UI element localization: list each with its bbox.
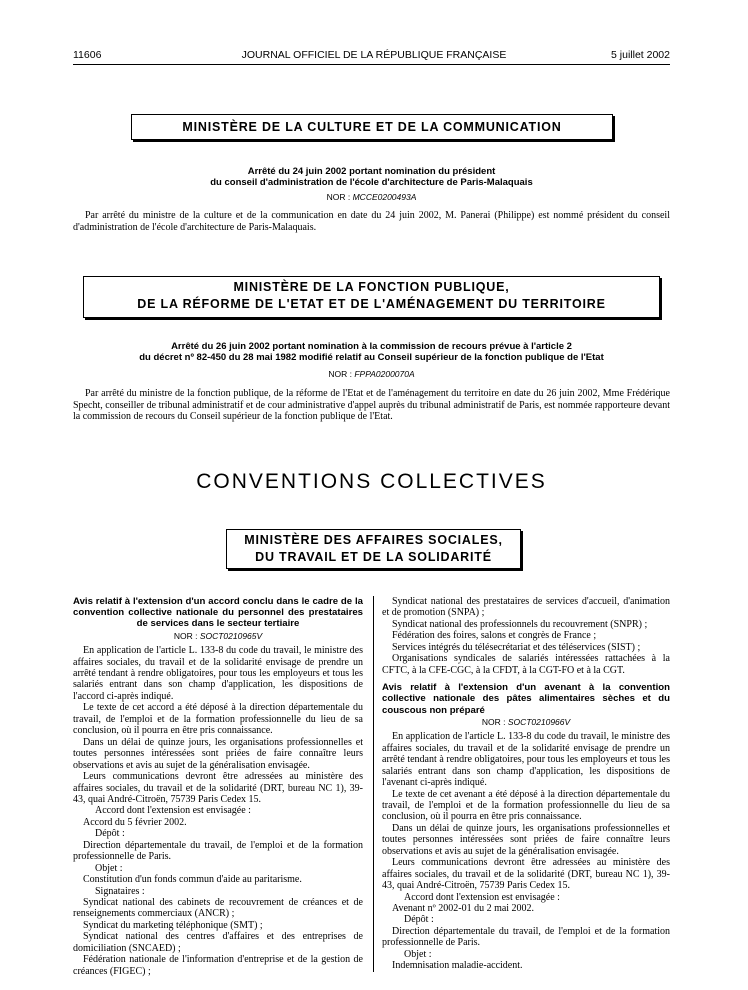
nor-tertiaire (73, 631, 363, 642)
signataire-item: Syndicat national des centres d'affaires et des entreprises de domiciliation (SNCAED) ; (73, 931, 363, 954)
nor-code: SOCT0210966V (507, 716, 571, 727)
right-column (382, 596, 670, 972)
ministry-affaires-sociales-line2: DU TRAVAIL ET DE LA SOLIDARITÉ (255, 550, 492, 564)
signataire-item: Fédération des foires, salons et congrès de France ; (392, 630, 597, 642)
arrete-culture-title-line2: du conseil d'administration de l'école d'architecture de Paris-Malaquais (210, 177, 533, 188)
avis-pates-depot-label: Dépôt : (404, 914, 434, 926)
ministry-fonction-publique-line2: DE LA RÉFORME DE L'ETAT ET DE L'AMÉNAGEMENT DU TERRITOIRE (137, 297, 606, 311)
signataire-item: Syndicat national des prestataires de services d'accueil, d'animation et de promotion (SNPA) ; (382, 596, 670, 619)
avis-pates-depot-value: Direction départementale du travail, de l'emploi et de la formation professionnelle de Paris. (382, 925, 670, 949)
avis-pates-accord-value: Avenant nº 2002-01 du 2 mai 2002. (392, 903, 535, 915)
header-rule (73, 64, 670, 65)
nor-code: SOCT0210965V (199, 630, 263, 641)
avis-tertiaire-depot-label: Dépôt : (95, 828, 125, 840)
left-column (73, 596, 363, 977)
nor-code: FPPA0200070A (354, 369, 415, 379)
column-divider (373, 596, 374, 972)
avis-tertiaire-paragraph-2: Le texte de cet accord a été déposé à la direction départementale du travail, de l'emploi et de la formation professionnelle du lieu de sa conclusion, où il pourra en être pris connaissance. (73, 702, 363, 737)
journal-title: JOURNAL OFFICIEL DE LA RÉPUBLIQUE FRANÇAISE (241, 49, 507, 61)
ministry-fonction-publique-box (83, 276, 660, 318)
nor-label: NOR : (481, 716, 506, 727)
avis-tertiaire-paragraph-3: Dans un délai de quinze jours, les organisations professionnelles et toutes personnes intéressées sont priées de faire connaître leurs observations et avis au sujet de la généralisation envisagée. (73, 736, 363, 771)
avis-pates-objet-value: Indemnisation maladie-accident. (392, 960, 523, 972)
ministry-affaires-sociales-line1: MINISTÈRE DES AFFAIRES SOCIALES, (244, 533, 503, 547)
avis-tertiaire-accord-label: Accord dont l'extension est envisagée : (95, 805, 251, 817)
avis-pates-paragraph-3: Dans un délai de quinze jours, les organisations professionnelles et toutes personnes intéressées sont priées de faire connaître leurs observations et avis au sujet de la généralisation envisagée. (382, 822, 670, 857)
avis-tertiaire-signataires-label: Signataires : (95, 885, 145, 897)
avis-tertiaire-depot-value: Direction départementale du travail, de l'emploi et de la formation professionnelle de Paris. (73, 839, 363, 863)
nor-pates (382, 717, 670, 728)
avis-tertiaire-objet-value: Constitution d'un fonds commun d'aide au paritarisme. (83, 874, 302, 886)
ministry-affaires-sociales-box (226, 529, 521, 569)
nor-code: MCCE0200493A (352, 192, 417, 202)
nor-culture (73, 192, 670, 202)
nor-label: NOR : (328, 369, 352, 379)
arrete-fonction-title-line1: Arrêté du 26 juin 2002 portant nomination à la commission de recours prévue à l'article 2 (171, 341, 572, 352)
avis-pates-paragraph-2: Le texte de cet avenant a été déposé à la direction départementale du travail, de l'emploi et de la formation professionnelle du lieu de sa conclusion, où il pourra en être pris connaissance. (382, 788, 670, 823)
avis-tertiaire-title: Avis relatif à l'extension d'un accord conclu dans le cadre de la convention collective nationale du personnel des prestataires de services dans le secteur tertiaire (73, 596, 363, 630)
signataire-item: Organisations syndicales de salariés intéressées rattachées à la CFTC, à la CFE-CGC, à la CFDT, à la CGT-FO et à la CGT. (382, 653, 670, 676)
nor-label: NOR : (326, 192, 351, 202)
arrete-culture-title-line1: Arrêté du 24 juin 2002 portant nomination du président (247, 166, 496, 177)
signataire-item: Syndicat du marketing téléphonique (SMT) ; (83, 919, 263, 931)
avis-tertiaire-paragraph-1: En application de l'article L. 133-8 du code du travail, le ministre des affaires sociales, du travail et de la solidarité envisage de prendre un arrêté tendant à rendre obligatoires, pour tous les employeurs et tous les salariés entrant dans son champ d'application, les dispositions de l'accord ci-après indiqué. (73, 645, 363, 702)
avis-pates-paragraph-1: En application de l'article L. 133-8 du code du travail, le ministre des affaires sociales, du travail et de la solidarité envisage de prendre un arrêté tendant à rendre obligatoires, pour tous les employeurs et tous les salariés entrant dans son champ d'application, les dispositions de l'avenant ci-après indiqué. (382, 731, 670, 789)
avis-tertiaire-objet-label: Objet : (95, 862, 123, 874)
signataire-item: Syndicat national des cabinets de recouvrement de créances et de renseignements commerciaux (ANCR) ; (73, 897, 363, 920)
ministry-culture-box (131, 114, 613, 140)
arrete-fonction-title (73, 341, 670, 363)
nor-fonction (73, 369, 670, 379)
ministry-fonction-publique-line1: MINISTÈRE DE LA FONCTION PUBLIQUE, (233, 280, 510, 294)
conventions-collectives-title: CONVENTIONS COLLECTIVES (196, 470, 547, 493)
arrete-culture-title (73, 166, 670, 188)
nor-label: NOR : (173, 630, 198, 641)
avis-tertiaire-paragraph-4: Leurs communications devront être adressées au ministère des affaires sociales, du travail et de la solidarité (DRT, bureau NC 1), 39-43, quai André-Citroën, 75739 Paris Cedex 15. (73, 771, 363, 805)
signataire-item: Syndicat national des professionnels du recouvrement (SNPR) ; (392, 618, 648, 630)
avis-tertiaire-accord-value: Accord du 5 février 2002. (83, 816, 187, 828)
page-number: 11606 (73, 49, 102, 61)
avis-pates-objet-label: Objet : (404, 948, 432, 960)
signataire-item: Fédération nationale de l'information d'entreprise et de la gestion de créances (FIGEC) ; (73, 954, 363, 977)
avis-pates-paragraph-4: Leurs communications devront être adressées au ministère des affaires sociales, du travail et de la solidarité (DRT, bureau NC 1), 39-43, quai André-Citroën, 75739 Paris Cedex 15. (382, 857, 670, 892)
signataire-item: Services intégrés du télésecrétariat et des téléservices (SIST) ; (392, 641, 641, 653)
avis-pates-title: Avis relatif à l'extension d'un avenant à la convention collective nationale des pâtes alimentaires sèches et du couscous non préparé (382, 682, 670, 716)
avis-pates-accord-label: Accord dont l'extension est envisagée : (404, 891, 560, 903)
arrete-fonction-title-line2: du décret nº 82-450 du 28 mai 1982 modifié relatif au Conseil supérieur de la fonction publique de l'Etat (139, 352, 604, 363)
ministry-culture-title: MINISTÈRE DE LA CULTURE ET DE LA COMMUNICATION (182, 120, 562, 134)
issue-date: 5 juillet 2002 (611, 49, 670, 61)
arrete-fonction-text: Par arrêté du ministre de la fonction publique, de la réforme de l'Etat et de l'aménagement du territoire en date du 26 juin 2002, Mme Frédérique Specht, conseiller de tribunal administratif et de cour administrative d'appel auprès du tribunal administratif de Paris, est nommée rapporteure devant la commission de recours du Conseil supérieur de la fonction publique de l'Etat. (73, 388, 670, 423)
arrete-culture-text: Par arrêté du ministre de la culture et de la communication en date du 24 juin 2002, M. Panerai (Philippe) est nommé président du conseil d'administration de l'école d'architecture de Paris-Malaquais. (73, 210, 670, 233)
